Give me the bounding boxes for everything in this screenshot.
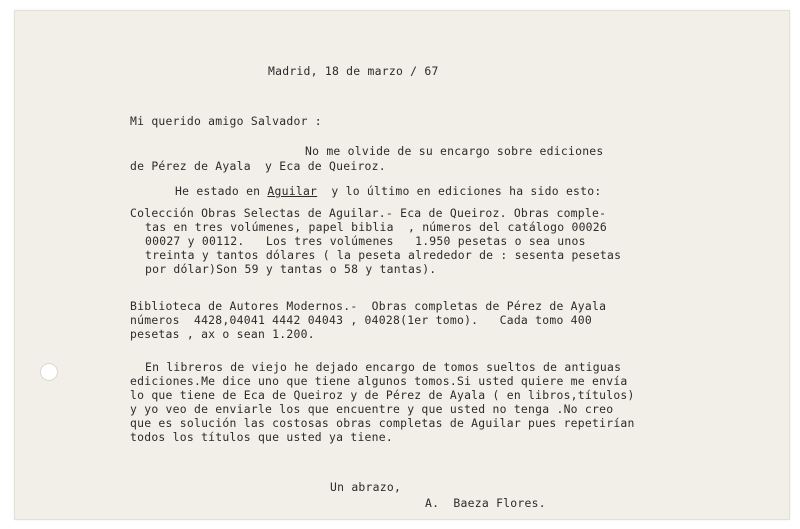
text-line: ediciones.Me dice uno que tiene algunos tomos.Si usted quiere me envía (130, 374, 628, 388)
text-line: No me olvide de su encargo sobre ediciones (305, 144, 604, 158)
text-line: todos los títulos que usted ya tiene. (130, 430, 393, 444)
text-line: pesetas , ax o sean 1.200. (130, 327, 315, 341)
text-line: que es solución las costosas obras completas de Aguilar pues repetirían (130, 416, 635, 430)
text-segment: He estado en (175, 184, 268, 198)
text-line: Biblioteca de Autores Modernos.- Obras completas de Pérez de Ayala (130, 299, 607, 313)
text-line: treinta y tantos dólares ( la peseta alrededor de : sesenta pesetas (145, 248, 622, 262)
letter-salutation: Mi querido amigo Salvador : (130, 114, 322, 128)
underlined-publisher: Aguilar (267, 184, 318, 198)
text-line: por dólar)Son 59 y tantas o 58 y tantas). (145, 262, 437, 276)
text-line: tas en tres volúmenes, papel biblia , números del catálogo 00026 (145, 220, 608, 234)
text-line: En libreros de viejo he dejado encargo de tomos sueltos de antiguas (145, 360, 622, 374)
paragraph-aguilar (175, 185, 601, 198)
text-line: lo que tiene de Eca de Queiroz y de Pérez de Ayala ( en libros,títulos) (130, 388, 635, 402)
letter-date: Madrid, 18 de marzo / 67 (268, 64, 439, 78)
text-line: números 4428,04041 4442 04043 , 04028(1er tomo). Cada tomo 400 (130, 313, 593, 327)
text-line: de Pérez de Ayala y Eca de Queiroz. (130, 159, 386, 173)
punch-hole (40, 363, 58, 381)
letter-closing: Un abrazo, (330, 480, 402, 494)
text-line: y yo veo de enviarle los que encuentre y que usted no tenga .No creo (130, 402, 614, 416)
text-segment: y lo último en ediciones ha sido esto: (317, 184, 602, 198)
text-line: 00027 y 00112. Los tres volúmenes 1.950 pesetas o sea unos (145, 234, 586, 248)
letter-signature: A. Baeza Flores. (425, 496, 546, 510)
text-line: Colección Obras Selectas de Aguilar.- Eca de Queiroz. Obras comple- (130, 206, 607, 220)
